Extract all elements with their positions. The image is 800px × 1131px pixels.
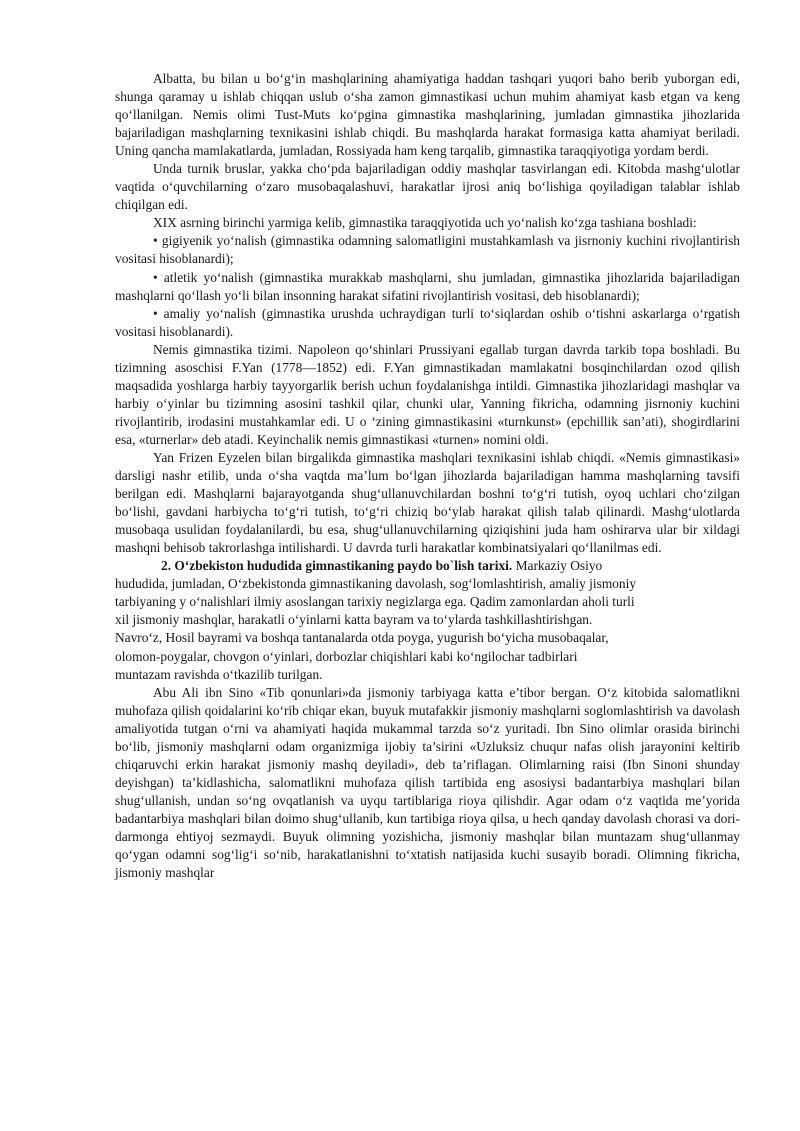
section-heading: 2. O‘zbekiston hududida gimnastikaning paydo bo`lish tarixi.: [161, 558, 513, 574]
paragraph-tust-muts: Albatta, bu bilan u bo‘g‘in mashqlarining ahamiyatiga haddan tashqari yuqori baho berib yuborgan edi, shunga qaramay u ishlab chiqqan uslub o‘sha zamon gimnastikasi uchun muhim ahamiyat kasb etgan va keng qo‘llanilgan. Nemis olimi Tust-Muts ko‘pgina gimnastika mashqlarining, jumladan gimnastika jihozlarida bajariladigan mashqlarning texnikasini ishlab chiqdi. Bu mashqlarda harakat formasiga katta ahamiyat beriladi. Uning qancha mamlakatlarda, jumladan, Rossiyada ham keng tarqalib, gimnastika taraqqiyotiga yordam berdi.: [115, 71, 740, 159]
bullet-hygienic: • gigiyenik yo‘nalish (gimnastika odamning salomatligini mustahkamlash va jisrnoniy kuchini rivojlantirish vositasi hisoblanardi);: [115, 233, 740, 267]
bullet-applied: • amaliy yo‘nalish (gimnastika urushda uchraydigan turli to‘siqlardan oshib o‘tishni askarlarga o‘rgatish vositasi hisoblanardi).: [115, 305, 740, 339]
paragraph-ibn-sino: Abu Ali ibn Sino «Tib qonunlari»da jismoniy tarbiyaga katta e’tibor bergan. O‘z kitobida salomatlikni muhofaza qilish qoidalarini ko‘rib chiqar ekan, buyuk mutafakkir jismoniy mashqlarni soglomlashtirish va davolash amaliyotida tutgan o‘rni va ahamiyati haqida mukammal tarzda so‘z yuritadi. Ibn Sino olimlar orasida birinchi bo‘lib, jismoniy mashqlarni odam organizmiga ijobiy ta’sirini «Uzluksiz chuqur nafas olish jarayonini keltirib chiqaruvchi erkin harakat jismoniy mashq deyiladi», deb ta’riflagan. Olimlarning raisi (Ibn Sinoni shunday deyishgan) ta’kidlashicha, salomatlikni muhofaza qilish tartibida eng asosiysi badantarbiya mashqlari bilan shug‘ullanish, undan so‘ng ovqatlanish va uyqu tartiblariga rioya qilishdir. Agar odam o‘z vaqtida me’yorida badantarbiya mashqlari bilan doimo shug‘ullanib, kun tartibiga rioya qilsa, u hech qanday davolash chorasi va dori-darmonga ehtiyoj sezmaydi. Buyuk olimning yozishicha, jismoniy mashqlar bilan muntazam shug‘ullanmay qo‘ygan odamni sog‘lig‘i so‘nib, harakatlanishni to‘xtatish natijasida kuchi susayib boradi. Olimning fikricha, jismoniy mashqlar: [115, 684, 740, 881]
paragraph-german-system: Nemis gimnastika tizimi. Napoleon qo‘shinlari Prussiyani egallab turgan davrda tarkib topa boshladi. Bu tizimning asoschisi F.Yan (1778—1852) edi. F.Yan gimnastikadan mamlakatni bosqinchilardan ozod qilish maqsadida yoshlarga harbiy tayyorgarlik berish uchun foydalanishga intildi. Gimnastika jihozlaridagi mashqlar va harbiy o‘yinlar bu tizimning asosini tashkil qilar, chunki ular, Yanning fikricha, odamning jisrnoniy kuchini rivojlantirib, irodasini mustahkamlar edi. U o ‘zining gimnastikasini «turnkunst» (epchillik san’ati), shogirdlarini esa, «turnerlar» deb atadi. Keyinchalik nemis gimnastikasi «turnen» nomini oldi.: [115, 341, 740, 447]
section-line: muntazam ravishda o‘tkazilib turilgan.: [115, 666, 323, 682]
section-line: Navro‘z, Hosil bayrami va boshqa tantanalarda otda poyga, yugurish bo‘yicha musobaqalar,: [115, 630, 609, 646]
section-line: olomon-poygalar, chovgon o‘yinlari, dorbozlar chiqishlari kabi ko‘ngilochar tadbirlari: [115, 648, 578, 664]
paragraph-yan-eyzelen: Yan Frizen Eyzelen bilan birgalikda gimnastika mashqlari texnikasini ishlab chiqdi. «Nemis gimnastikasi» darsligi nashr etilib, unda o‘sha vaqtda ma’lum bo‘lgan jihozlarda bajariladigan hamma mashqlarning tavsifi berilgan edi. Mashqlarni bajarayotganda shug‘ullanuvchilardan boshni to‘g‘ri tutish, oyoq uchlari cho‘zilgan bo‘lishi, gavdani harbiycha to‘g‘ri tutish, to‘g‘ri chiziq bo‘ylab harakat qilish talab qilinardi. Mashg‘ulotlarda musobaqa usulidan foydalanilardi, bu esa, shug‘ullanuvchilarning qiziqishini juda ham oshirarva ular bir xildagi mashqni behisob takrorlashga intilishardi. U davrda turli harakatlar kombinatsiyalari qo‘llanilmas edi.: [115, 449, 740, 556]
section-line: Markaziy Osiyo: [515, 558, 603, 574]
section-line: tarbiyaning y o‘nalishlari ilmiy asoslangan tarixiy negizlarga ega. Qadim zamonlardan aholi turli: [115, 594, 635, 610]
section-line: hududida, jumladan, O‘zbekistonda gimnastikaning davolash, sog‘lomlashtirish, amaliy jismoniy: [115, 576, 637, 592]
paragraph-three-directions: XIX asrning birinchi yarmiga kelib, gimnastika taraqqiyotida uch yo‘nalish ko‘zga tashiana boshladi:: [153, 215, 697, 231]
paragraph-turnik: Unda turnik bruslar, yakka cho‘pda bajariladigan oddiy mashqlar tasvirlangan edi. Kitobda mashg‘ulotlar vaqtida o‘quvchilarning o‘zaro musobaqalashuvi, harakatlar ijrosi aniq bo‘lishiga qoyiladigan talablar ishlab chiqilgan edi.: [115, 161, 740, 213]
bullet-athletic: • atletik yo‘nalish (gimnastika murakkab mashqlarni, shu jumladan, gimnastika jihozlarida bajariladigan mashqlarni qo‘llash yo‘li bilan insonning harakat sifatini rivojlantirish vositasi, deb hisoblanardi);: [115, 269, 740, 303]
section-uzbekistan-history: [115, 557, 740, 683]
document-page: [115, 70, 740, 882]
section-line: xil jismoniy mashqlar, harakatli o‘yinlarni katta bayram va to‘ylarda tashkillashtirishgan.: [115, 612, 593, 628]
